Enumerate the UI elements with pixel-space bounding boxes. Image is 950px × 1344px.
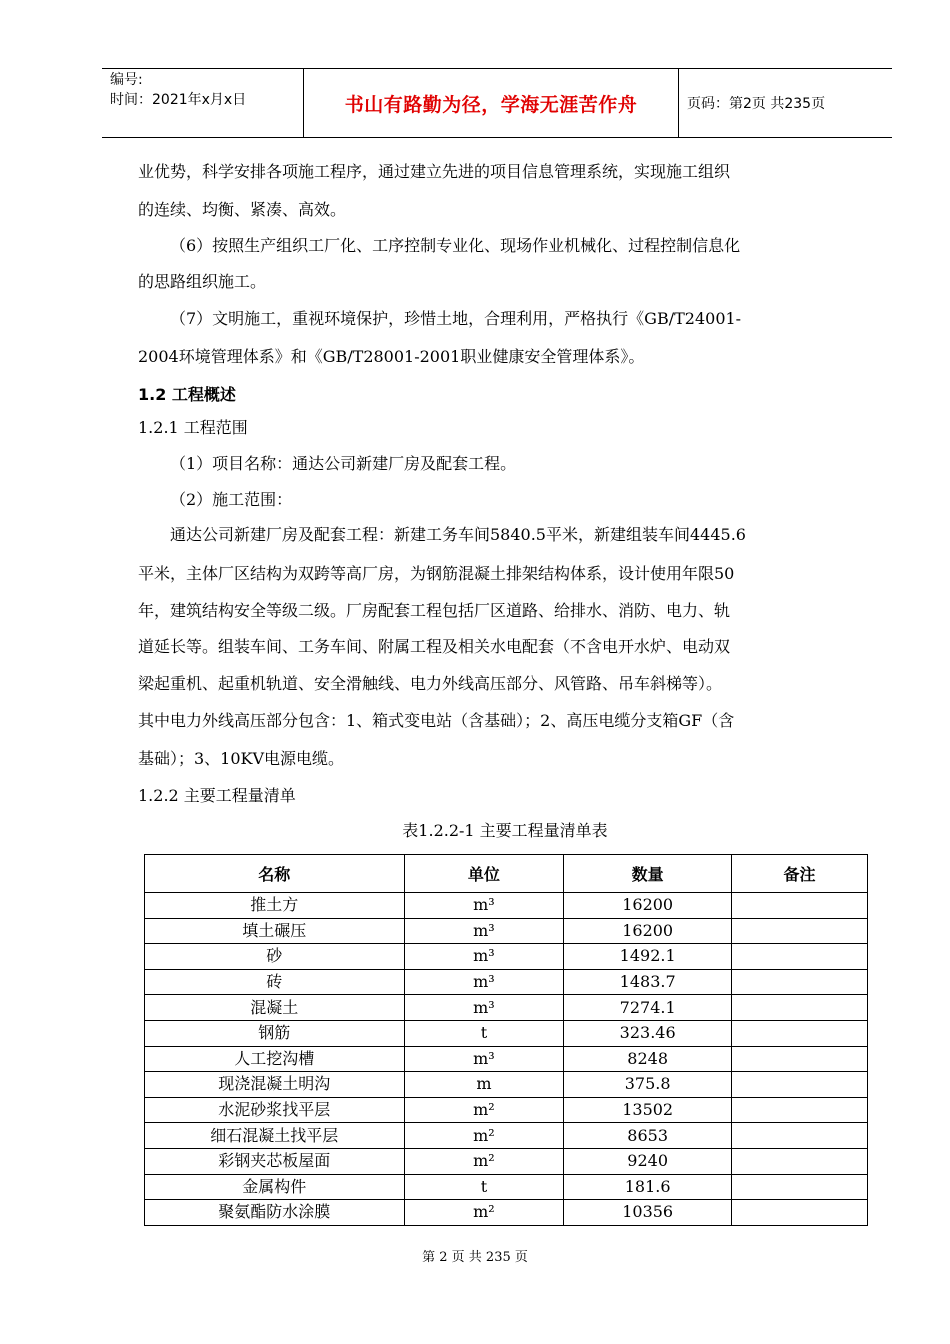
table-row: [145, 1072, 868, 1098]
table-header-row: [145, 855, 868, 893]
table-row: [145, 1123, 868, 1149]
cell-unit: m: [404, 1072, 564, 1098]
header-motto: 书山有路勤为径，学海无涯苦作舟: [344, 93, 638, 116]
cell-quantity: 1492.1: [564, 944, 732, 970]
cell-name: 推土方: [145, 893, 405, 919]
table-row: [145, 1200, 868, 1226]
body-line: 道延长等。组装车间、工务车间、附属工程及相关水电配套（不含电开水炉、电动双: [138, 637, 731, 656]
cell-quantity: 8653: [564, 1123, 732, 1149]
column-header-quantity: 数量: [564, 855, 732, 893]
cell-unit: m³: [404, 969, 564, 995]
cell-name: 细石混凝土找平层: [145, 1123, 405, 1149]
cell-name: 现浇混凝土明沟: [145, 1072, 405, 1098]
cell-remarks: [732, 1200, 868, 1226]
cell-name: 砖: [145, 969, 405, 995]
page-header: [102, 68, 892, 138]
cell-unit: m³: [404, 918, 564, 944]
table-caption: 表1.2.2-1 主要工程量清单表: [402, 821, 608, 840]
cell-remarks: [732, 944, 868, 970]
header-meta-cell: [102, 69, 304, 137]
table-row: [145, 893, 868, 919]
cell-quantity: 375.8: [564, 1072, 732, 1098]
cell-remarks: [732, 1123, 868, 1149]
body-line: （1）项目名称：通达公司新建厂房及配套工程。: [170, 454, 517, 473]
document-time: 时间：2021年x月x日: [110, 92, 247, 108]
cell-remarks: [732, 969, 868, 995]
body-line: 2004环境管理体系》和《GB/T28001-2001职业健康安全管理体系》。: [138, 347, 645, 366]
cell-unit: m²: [404, 1097, 564, 1123]
table-row: [145, 918, 868, 944]
column-header-name: 名称: [145, 855, 405, 893]
body-line: 通达公司新建厂房及配套工程：新建工务车间5840.5平米，新建组装车间4445.6: [170, 525, 746, 544]
quantity-table: [144, 854, 868, 1226]
table-row: [145, 944, 868, 970]
cell-remarks: [732, 1046, 868, 1072]
cell-name: 水泥砂浆找平层: [145, 1097, 405, 1123]
cell-quantity: 13502: [564, 1097, 732, 1123]
cell-unit: t: [404, 1174, 564, 1200]
cell-unit: m³: [404, 893, 564, 919]
subsection-heading: 1.2.1 工程范围: [138, 418, 248, 437]
header-motto-cell: [304, 69, 679, 137]
table-row: [145, 1046, 868, 1072]
cell-unit: m²: [404, 1148, 564, 1174]
cell-remarks: [732, 1072, 868, 1098]
subsection-heading: 1.2.2 主要工程量清单: [138, 786, 296, 805]
section-heading: 1.2 工程概述: [138, 385, 236, 404]
cell-remarks: [732, 893, 868, 919]
table-row: [145, 969, 868, 995]
body-line: 业优势，科学安排各项施工程序，通过建立先进的项目信息管理系统，实现施工组织: [138, 162, 731, 181]
cell-unit: m³: [404, 995, 564, 1021]
cell-quantity: 323.46: [564, 1020, 732, 1046]
column-header-remarks: 备注: [732, 855, 868, 893]
table-row: [145, 1097, 868, 1123]
body-line: 其中电力外线高压部分包含：1、箱式变电站（含基础）；2、高压电缆分支箱GF（含: [138, 711, 735, 730]
cell-remarks: [732, 1097, 868, 1123]
cell-unit: t: [404, 1020, 564, 1046]
cell-unit: m³: [404, 944, 564, 970]
cell-remarks: [732, 995, 868, 1021]
table-body: [145, 893, 868, 1226]
cell-name: 混凝土: [145, 995, 405, 1021]
body-line: 基础）；3、10KV电源电缆。: [138, 749, 345, 768]
cell-unit: m³: [404, 1046, 564, 1072]
table-row: [145, 1148, 868, 1174]
body-line: （7）文明施工，重视环境保护，珍惜土地，合理利用，严格执行《GB/T24001-: [170, 309, 742, 328]
cell-name: 人工挖沟槽: [145, 1046, 405, 1072]
cell-quantity: 9240: [564, 1148, 732, 1174]
table-row: [145, 1174, 868, 1200]
cell-name: 金属构件: [145, 1174, 405, 1200]
cell-quantity: 16200: [564, 918, 732, 944]
page-footer: 第 2 页 共 235 页: [422, 1250, 528, 1265]
cell-quantity: 7274.1: [564, 995, 732, 1021]
cell-quantity: 8248: [564, 1046, 732, 1072]
document-number: 编号:: [110, 72, 143, 88]
header-page-info: 页码：第2页 共235页: [687, 96, 826, 112]
cell-unit: m²: [404, 1123, 564, 1149]
cell-name: 聚氨酯防水涂膜: [145, 1200, 405, 1226]
body-line: （6）按照生产组织工厂化、工序控制专业化、现场作业机械化、过程控制信息化: [170, 236, 741, 255]
cell-quantity: 10356: [564, 1200, 732, 1226]
body-line: 梁起重机、起重机轨道、安全滑触线、电力外线高压部分、风管路、吊车斜梯等）。: [138, 674, 723, 693]
cell-name: 填土碾压: [145, 918, 405, 944]
cell-remarks: [732, 1174, 868, 1200]
cell-quantity: 16200: [564, 893, 732, 919]
cell-name: 砂: [145, 944, 405, 970]
cell-unit: m²: [404, 1200, 564, 1226]
cell-quantity: 181.6: [564, 1174, 732, 1200]
header-page-cell: [679, 69, 892, 137]
body-line: 年，建筑结构安全等级二级。厂房配套工程包括厂区道路、给排水、消防、电力、轨: [138, 601, 731, 620]
cell-remarks: [732, 1148, 868, 1174]
cell-remarks: [732, 918, 868, 944]
cell-quantity: 1483.7: [564, 969, 732, 995]
table-row: [145, 995, 868, 1021]
cell-name: 钢筋: [145, 1020, 405, 1046]
body-line: 的连续、均衡、紧凑、高效。: [138, 200, 347, 219]
body-line: 的思路组织施工。: [138, 272, 267, 291]
table-row: [145, 1020, 868, 1046]
body-line: （2）施工范围：: [170, 490, 293, 509]
cell-name: 彩钢夹芯板屋面: [145, 1148, 405, 1174]
body-line: 平米，主体厂区结构为双跨等高厂房，为钢筋混凝土排架结构体系，设计使用年限50: [138, 564, 735, 583]
column-header-unit: 单位: [404, 855, 564, 893]
cell-remarks: [732, 1020, 868, 1046]
